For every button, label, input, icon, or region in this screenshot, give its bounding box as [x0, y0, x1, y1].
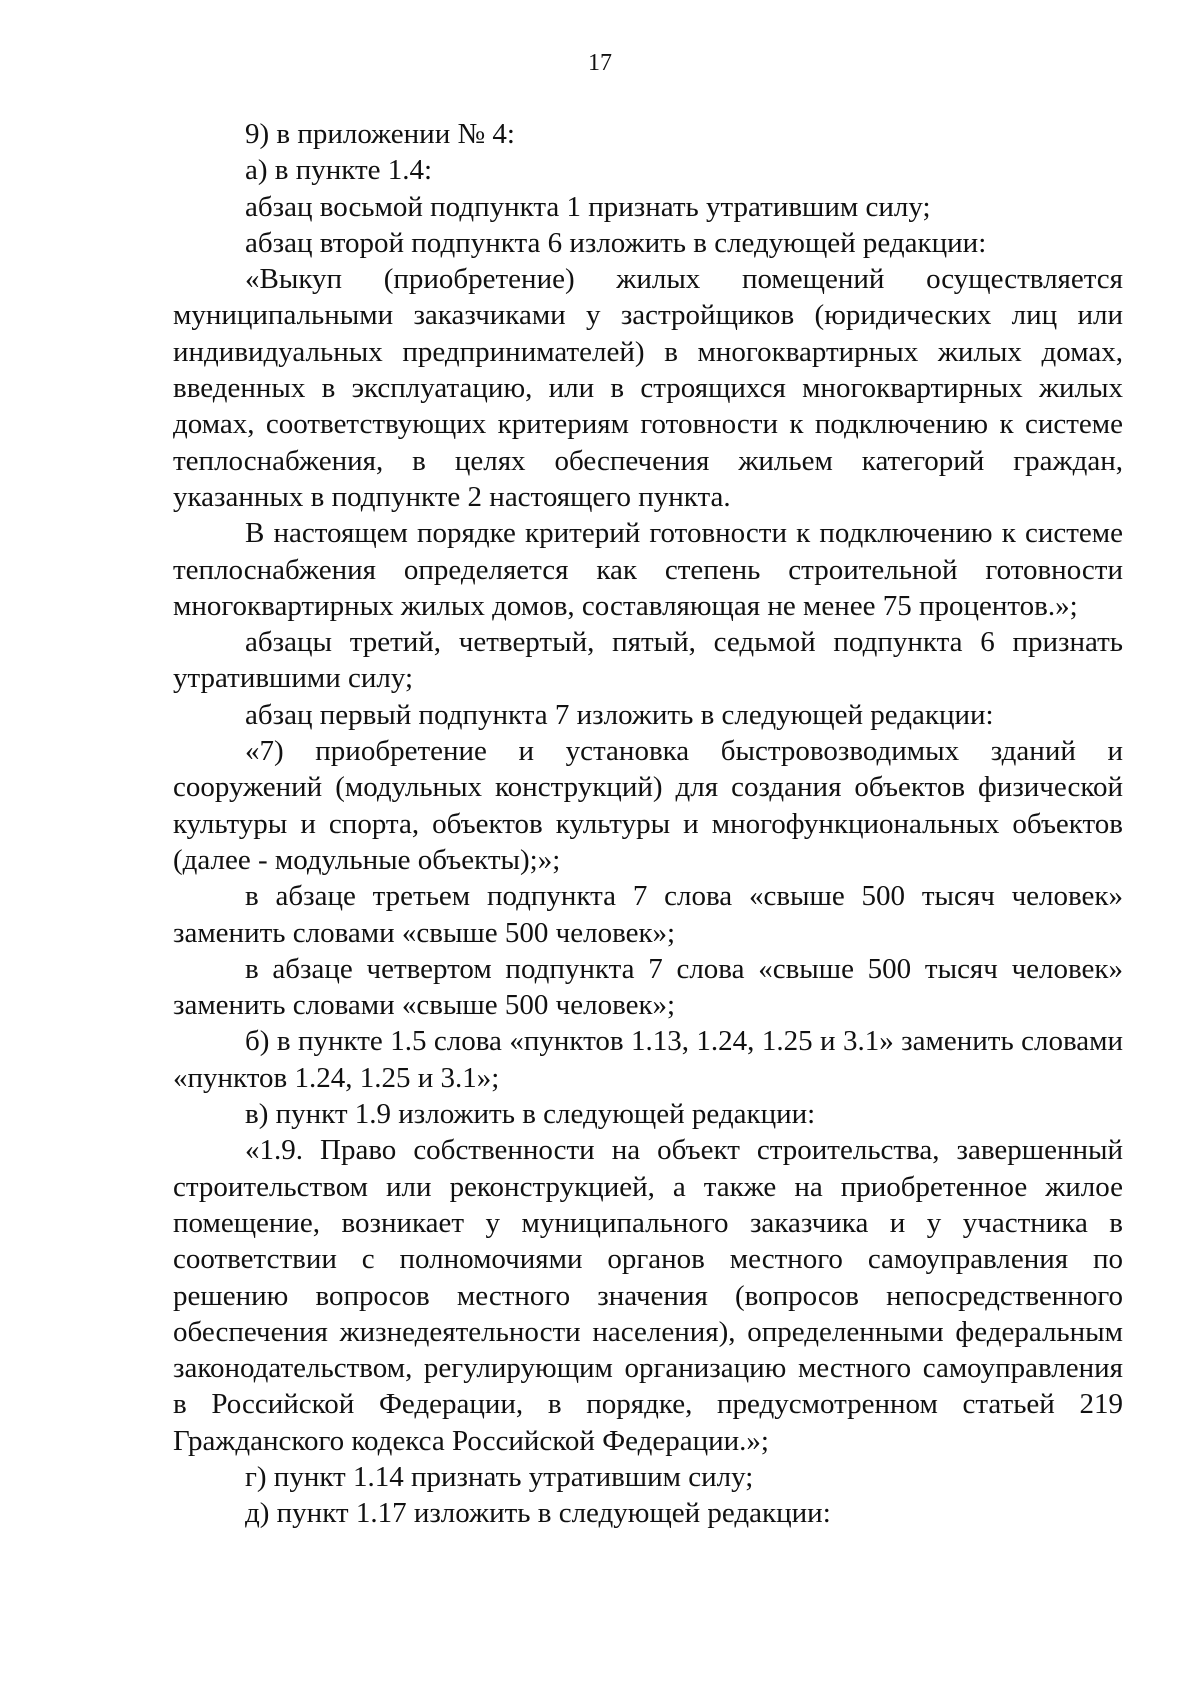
paragraph: абзац второй подпункта 6 изложить в следующей редакции: [245, 226, 987, 259]
paragraph: в) пункт 1.9 изложить в следующей редакции: [245, 1098, 816, 1131]
paragraph: «1.9. Право собственности на объект строительства, завершенный строительством или реконструкцией, а также на приобретенное жилое помещение, возникает у муниципального заказчика и у участника в соответствии с полномочиями органов местного самоуправления по решению вопросов местного значения (вопросов непосредственного обеспечения жизнедеятельности населения), определенными федеральным законодательством, регулирующим организацию местного самоуправления в Российской Федерации, в порядке, предусмотренном статьей 219 Гражданского кодекса Российской Федерации.»; [173, 1134, 1123, 1457]
paragraph: абзац восьмой подпункта 1 признать утратившим силу; [245, 190, 931, 223]
paragraph: д) пункт 1.17 изложить в следующей редакции: [245, 1497, 831, 1530]
paragraph: б) в пункте 1.5 слова «пунктов 1.13, 1.24, 1.25 и 3.1» заменить словами «пунктов 1.24, 1.25 и 3.1»; [173, 1025, 1123, 1094]
paragraph: «Выкуп (приобретение) жилых помещений осуществляется муниципальными заказчиками у застройщиков (юридических лиц или индивидуальных предпринимателей) в многоквартирных жилых домах, введенных в эксплуатацию, или в строящихся многоквартирных жилых домах, соответствующих критериям готовности к подключению к системе теплоснабжения, в целях обеспечения жильем категорий граждан, указанных в подпункте 2 настоящего пункта. [173, 263, 1123, 513]
paragraph: 9) в приложении № 4: [245, 118, 515, 150]
paragraph: В настоящем порядке критерий готовности к подключению к системе теплоснабжения определяется как степень строительной готовности многоквартирных жилых домов, составляющая не менее 75 процентов.»; [173, 517, 1123, 622]
paragraph: в абзаце четвертом подпункта 7 слова «свыше 500 тысяч человек» заменить словами «свыше 500 человек»; [173, 952, 1123, 1022]
paragraph: «7) приобретение и установка быстровозводимых зданий и сооружений (модульных конструкций) для создания объектов физической культуры и спорта, объектов культуры и многофункциональных объектов (далее - модульные объекты);»; [173, 735, 1123, 876]
paragraph: а) в пункте 1.4: [245, 154, 433, 187]
paragraph: абзацы третий, четвертый, пятый, седьмой подпункта 6 признать утратившими силу; [173, 626, 1123, 695]
page-number: 17 [588, 50, 612, 76]
paragraph: абзац первый подпункта 7 изложить в следующей редакции: [245, 698, 994, 731]
paragraph: в абзаце третьем подпункта 7 слова «свыше 500 тысяч человек» заменить словами «свыше 500 человек»; [173, 880, 1123, 949]
document-body [173, 116, 1123, 1532]
paragraph: г) пункт 1.14 признать утратившим силу; [245, 1460, 754, 1493]
